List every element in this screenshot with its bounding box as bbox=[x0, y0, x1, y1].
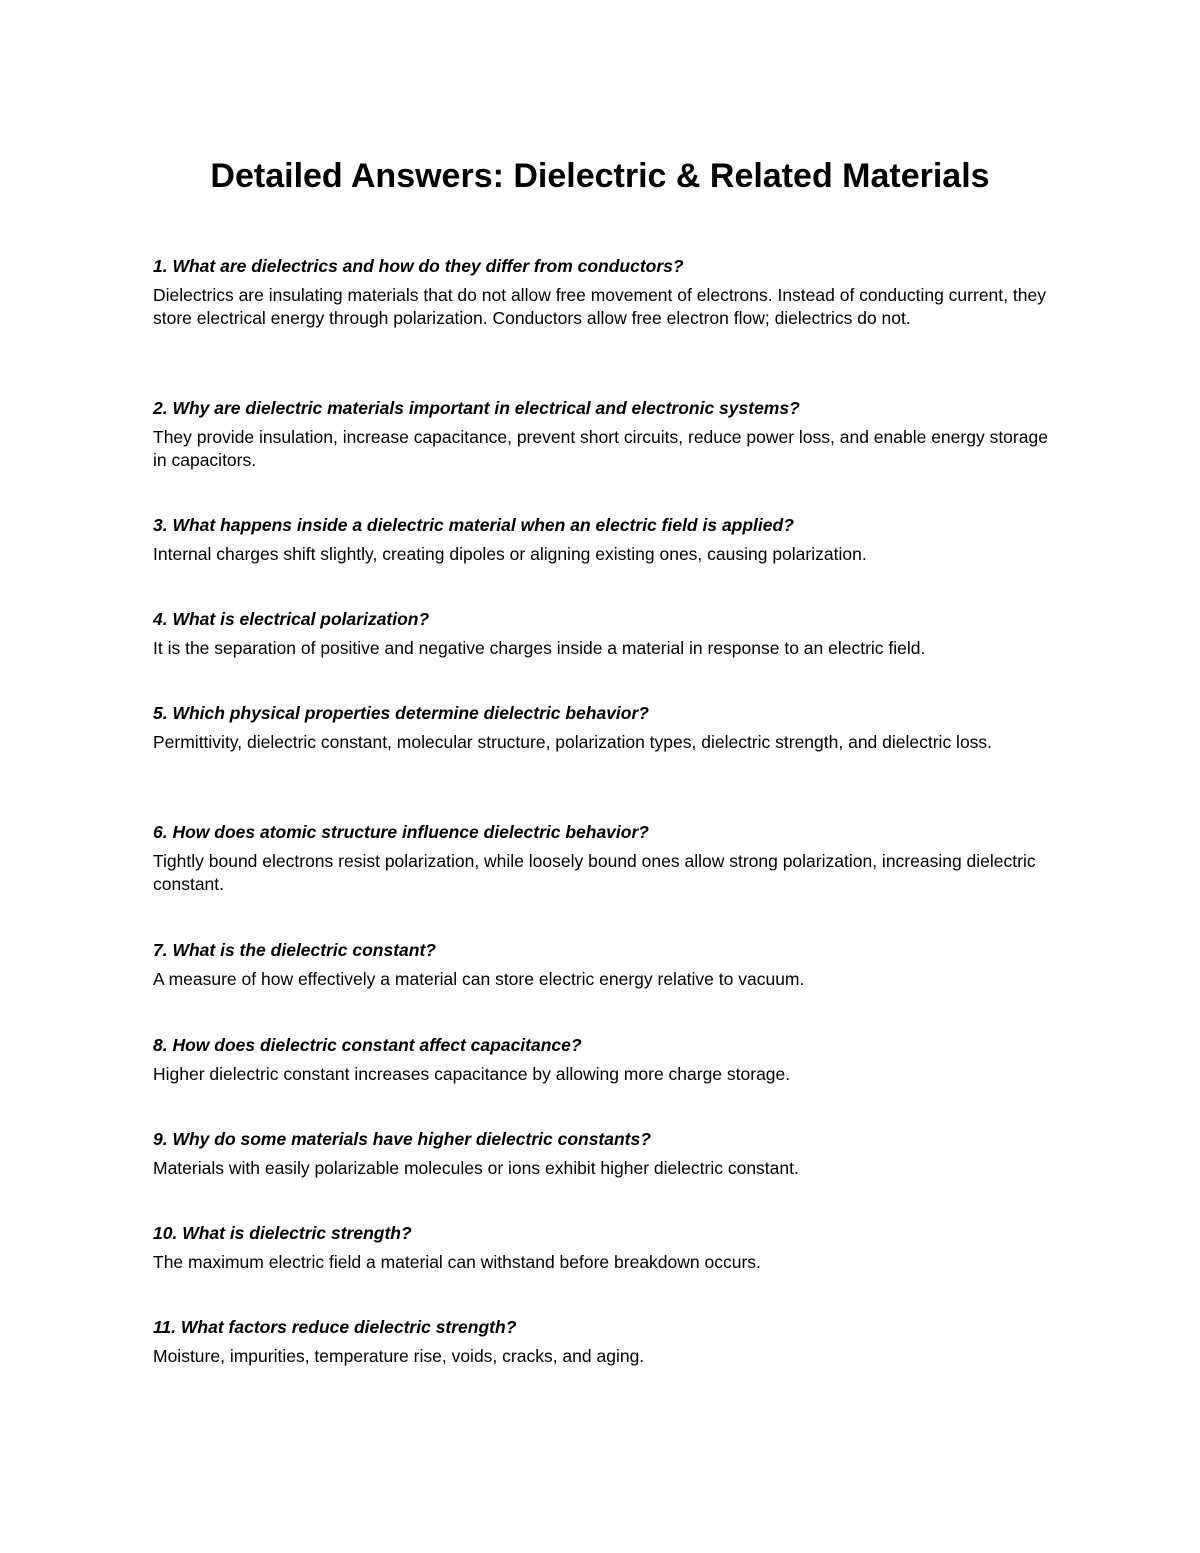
question-1: 1. What are dielectrics and how do they differ from conductors? bbox=[153, 256, 684, 276]
question-8: 8. How does dielectric constant affect capacitance? bbox=[153, 1035, 582, 1055]
qa-item-11 bbox=[153, 1315, 1058, 1375]
qa-item-2 bbox=[153, 396, 1058, 513]
question-11: 11. What factors reduce dielectric strength? bbox=[153, 1317, 517, 1337]
answer-6: Tightly bound electrons resist polarization, while loosely bound ones allow strong polarization, increasing dielectric constant. bbox=[153, 851, 1036, 894]
answer-10: The maximum electric field a material can withstand before breakdown occurs. bbox=[153, 1252, 761, 1272]
answer-3: Internal charges shift slightly, creating dipoles or aligning existing ones, causing polarization. bbox=[153, 544, 867, 564]
qa-item-9 bbox=[153, 1127, 1058, 1221]
answer-8: Higher dielectric constant increases capacitance by allowing more charge storage. bbox=[153, 1064, 791, 1084]
question-4: 4. What is electrical polarization? bbox=[153, 609, 430, 629]
page-title: Detailed Answers: Dielectric & Related Materials bbox=[210, 157, 990, 195]
answer-7: A measure of how effectively a material can store electric energy relative to vacuum. bbox=[153, 969, 805, 989]
answer-4: It is the separation of positive and negative charges inside a material in response to an electric field. bbox=[153, 638, 926, 658]
qa-item-4 bbox=[153, 607, 1058, 701]
answer-5: Permittivity, dielectric constant, molecular structure, polarization types, dielectric strength, and dielectric loss. bbox=[153, 732, 993, 752]
question-6: 6. How does atomic structure influence dielectric behavior? bbox=[153, 822, 649, 842]
qa-item-6 bbox=[153, 820, 1058, 938]
question-7: 7. What is the dielectric constant? bbox=[153, 940, 436, 960]
answer-11: Moisture, impurities, temperature rise, voids, cracks, and aging. bbox=[153, 1346, 645, 1366]
question-9: 9. Why do some materials have higher dielectric constants? bbox=[153, 1129, 651, 1149]
question-3: 3. What happens inside a dielectric material when an electric field is applied? bbox=[153, 515, 794, 535]
qa-item-3 bbox=[153, 513, 1058, 607]
qa-item-7 bbox=[153, 938, 1058, 1033]
qa-list bbox=[153, 254, 1058, 1375]
answer-9: Materials with easily polarizable molecules or ions exhibit higher dielectric constant. bbox=[153, 1158, 799, 1178]
qa-item-5 bbox=[153, 701, 1058, 820]
qa-item-10 bbox=[153, 1221, 1058, 1315]
question-2: 2. Why are dielectric materials important in electrical and electronic systems? bbox=[153, 398, 800, 418]
question-5: 5. Which physical properties determine dielectric behavior? bbox=[153, 703, 649, 723]
question-10: 10. What is dielectric strength? bbox=[153, 1223, 412, 1243]
answer-1: Dielectrics are insulating materials that do not allow free movement of electrons. Instead of conducting current, they store electrical energy through polarization. Conductors allow free electron flow; dielectrics do not. bbox=[153, 285, 1046, 328]
answer-2: They provide insulation, increase capacitance, prevent short circuits, reduce power loss, and enable energy storage in capacitors. bbox=[153, 427, 1048, 470]
qa-item-1 bbox=[153, 254, 1058, 372]
qa-item-8 bbox=[153, 1033, 1058, 1127]
